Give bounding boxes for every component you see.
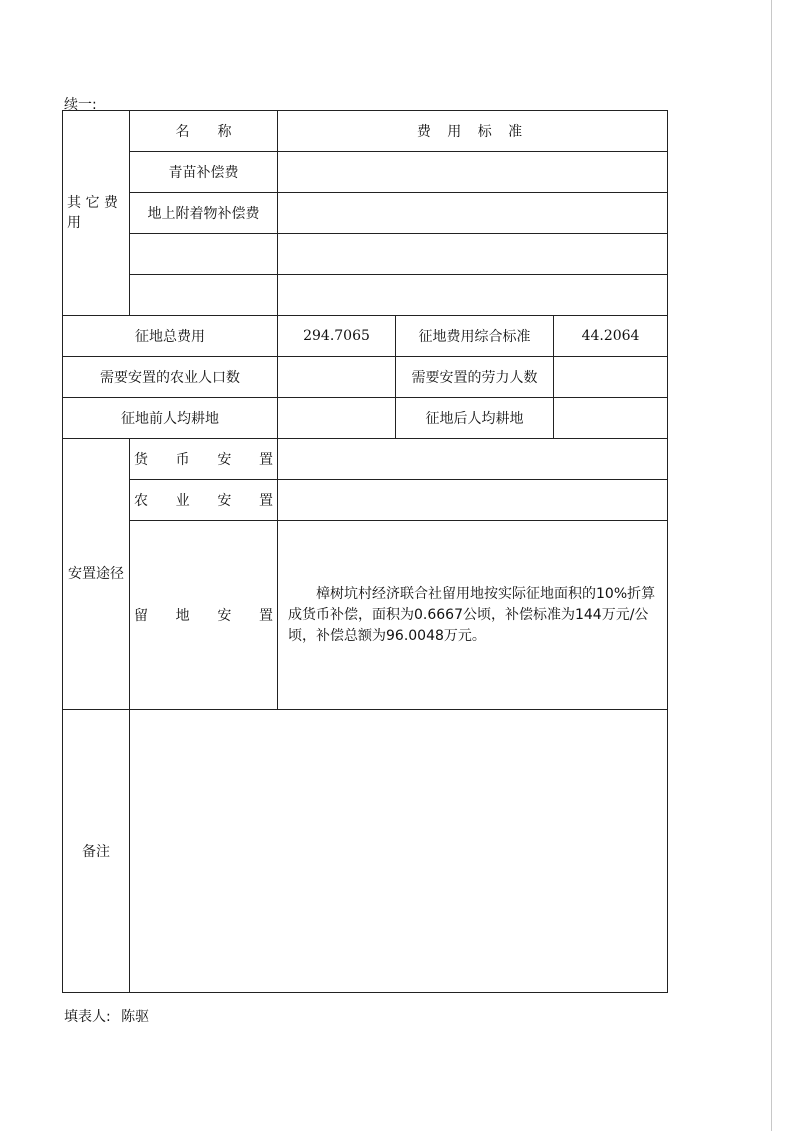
reserved-land-description: 樟树坑村经济联合社留用地按实际征地面积的10%折算成货币补偿，面积为0.6667公顷，补偿标准为144万元/公顷，补偿总额为96.0048万元。 bbox=[288, 585, 656, 644]
farm-population-label-cell bbox=[63, 357, 278, 398]
name-header-label: 名 称 bbox=[175, 124, 232, 140]
fee-standard-cell bbox=[278, 275, 668, 316]
fee-standard-cell bbox=[278, 152, 668, 193]
monetary-label-cell bbox=[130, 439, 278, 480]
monetary-value-cell bbox=[278, 439, 668, 480]
farmland-after-value-cell bbox=[554, 398, 668, 439]
agricultural-label-cell bbox=[130, 480, 278, 521]
filler-name: 陈驱 bbox=[121, 1009, 150, 1025]
total-cost-label: 征地总费用 bbox=[135, 329, 205, 345]
remarks-label-cell bbox=[63, 710, 130, 993]
monetary-resettlement-label: 货币安置 bbox=[134, 452, 273, 468]
farmland-before-label: 征地前人均耕地 bbox=[121, 411, 219, 427]
fee-name-cell bbox=[130, 193, 278, 234]
fee-name-cell bbox=[130, 234, 278, 275]
farmland-after-label-cell bbox=[396, 398, 554, 439]
name-column-header bbox=[130, 111, 278, 152]
continuation-heading: 续一: bbox=[64, 97, 97, 113]
composite-standard-value: 44.2064 bbox=[581, 328, 640, 344]
labor-count-label-cell bbox=[396, 357, 554, 398]
other-fees-category-label: 其 它 费 用 bbox=[67, 195, 118, 231]
fee-standard-cell bbox=[278, 234, 668, 275]
agricultural-value-cell bbox=[278, 480, 668, 521]
reserved-land-label-cell bbox=[130, 521, 278, 710]
standard-column-header bbox=[278, 111, 668, 152]
fee-name-cell bbox=[130, 275, 278, 316]
composite-standard-label: 征地费用综合标准 bbox=[418, 329, 531, 345]
total-cost-label-cell bbox=[63, 316, 278, 357]
form-footer bbox=[64, 1006, 155, 1026]
reserved-land-value-cell bbox=[278, 521, 668, 710]
labor-count-label: 需要安置的劳力人数 bbox=[411, 370, 538, 386]
agricultural-resettlement-label: 农业安置 bbox=[134, 493, 273, 509]
resettlement-category-label: 安置途径 bbox=[68, 566, 124, 582]
land-acquisition-fee-table bbox=[62, 110, 668, 993]
farm-population-label: 需要安置的农业人口数 bbox=[100, 370, 240, 386]
filler-label: 填表人: bbox=[64, 1009, 111, 1025]
labor-count-value-cell bbox=[554, 357, 668, 398]
fee-name: 地上附着物补偿费 bbox=[147, 206, 260, 222]
fee-name: 青苗补偿费 bbox=[168, 165, 239, 181]
composite-standard-label-cell bbox=[396, 316, 554, 357]
standard-header-label: 费 用 标 准 bbox=[416, 124, 529, 140]
farmland-before-label-cell bbox=[63, 398, 278, 439]
composite-standard-value-cell bbox=[554, 316, 668, 357]
total-cost-value-cell bbox=[278, 316, 396, 357]
fee-standard-cell bbox=[278, 193, 668, 234]
reserved-land-resettlement-label: 留地安置 bbox=[134, 608, 273, 624]
farmland-before-value-cell bbox=[278, 398, 396, 439]
other-fees-category bbox=[63, 111, 130, 316]
farm-population-value-cell bbox=[278, 357, 396, 398]
farmland-after-label: 征地后人均耕地 bbox=[425, 411, 524, 427]
scan-edge-line bbox=[771, 0, 772, 1131]
remarks-label: 备注 bbox=[82, 844, 110, 860]
remarks-value-cell bbox=[130, 710, 668, 993]
resettlement-category bbox=[63, 439, 130, 710]
total-cost-value: 294.7065 bbox=[303, 328, 370, 344]
fee-name-cell bbox=[130, 152, 278, 193]
